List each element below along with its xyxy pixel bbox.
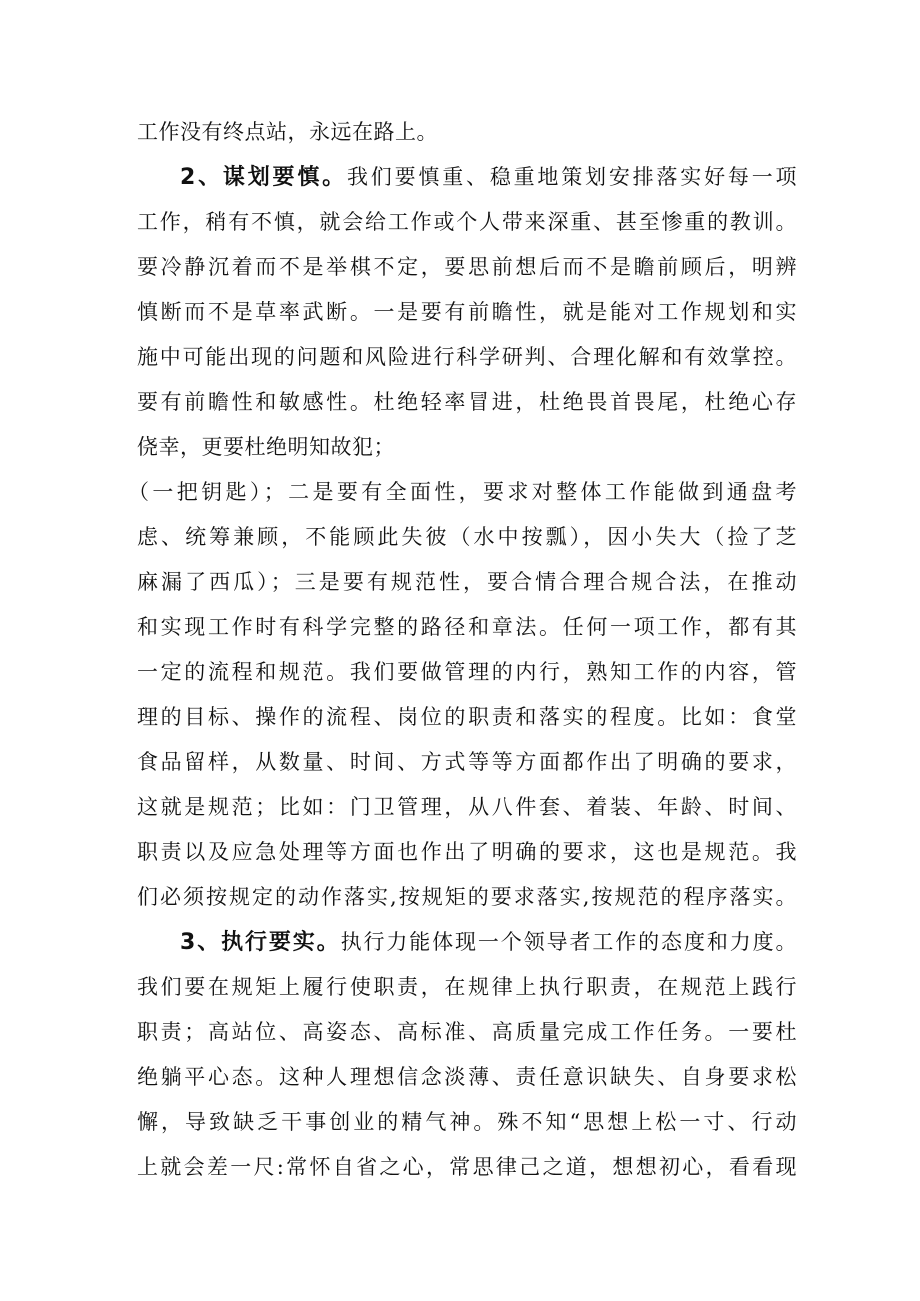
- line-text: 麻漏了西瓜）；三是要有规范性，要合情合理合规合法，在推动: [137, 570, 797, 594]
- line-text: 执行力能体现一个领导者工作的态度和力度。: [340, 930, 798, 954]
- text-line-13: [137, 652, 797, 692]
- text-line-8: [137, 427, 797, 467]
- text-line-9: [128, 472, 797, 512]
- line-text: 上就会差一尺:常怀自省之心，常思律己之道，想想初心，看看现: [137, 1155, 797, 1179]
- text-line-5: [137, 292, 797, 332]
- line-text: 们必须按规定的动作落实,按规矩的要求落实,按规范的程序落实。: [137, 885, 797, 909]
- line-text: 绝躺平心态。这种人理想信念淡薄、责任意识缺失、自身要求松: [137, 1065, 797, 1089]
- line-text: 工作，稍有不慎，就会给工作或个人带来深重、甚至惨重的教训。: [137, 210, 797, 234]
- line-text: 理的目标、操作的流程、岗位的职责和落实的程度。比如：食堂: [137, 705, 797, 729]
- text-line-4: [137, 247, 797, 287]
- text-line-20: [137, 967, 797, 1007]
- text-line-17: [137, 832, 797, 872]
- line-text: 我们要慎重、稳重地策划安排落实好每一项: [346, 165, 798, 189]
- text-line-7: [137, 382, 797, 422]
- text-line-6: [137, 337, 797, 377]
- text-line-19: [180, 922, 797, 962]
- line-text: 食品留样，从数量、时间、方式等等方面都作出了明确的要求，: [137, 750, 797, 774]
- text-line-11: [137, 562, 797, 602]
- line-text: 侥幸，更要杜绝明知故犯；: [137, 435, 395, 459]
- text-line-21: [137, 1012, 797, 1052]
- text-line-23: [137, 1102, 797, 1142]
- section-heading-2: 2、谋划要慎。: [180, 165, 347, 190]
- line-text: 施中可能出现的问题和风险进行科学研判、合理化解和有效掌控。: [137, 345, 797, 369]
- line-text: 我们要在规矩上履行使职责，在规律上执行职责，在规范上践行: [137, 975, 797, 999]
- text-line-18: [137, 877, 797, 917]
- text-line-22: [137, 1057, 797, 1097]
- text-line-15: [137, 742, 797, 782]
- line-text: 慎断而不是草率武断。一是要有前瞻性，就是能对工作规划和实: [137, 300, 797, 324]
- line-text: 一定的流程和规范。我们要做管理的内行，熟知工作的内容，管: [137, 660, 797, 684]
- line-text: 职责；高站位、高姿态、高标准、高质量完成工作任务。一要杜: [137, 1020, 797, 1044]
- text-line-10: [137, 517, 797, 557]
- text-line-16: [137, 787, 797, 827]
- line-text: 工作没有终点站，永远在路上。: [137, 120, 438, 144]
- section-heading-3: 3、执行要实。: [180, 930, 341, 955]
- text-line-1: [137, 112, 797, 152]
- line-text: 要有前瞻性和敏感性。杜绝轻率冒进，杜绝畏首畏尾，杜绝心存: [137, 390, 797, 414]
- line-text: 职责以及应急处理等方面也作出了明确的要求，这也是规范。我: [137, 840, 797, 864]
- line-text: 和实现工作时有科学完整的路径和章法。任何一项工作，都有其: [137, 615, 797, 639]
- text-line-12: [137, 607, 797, 647]
- text-line-2: [180, 157, 797, 197]
- text-line-3: [137, 202, 797, 242]
- line-text: 懈，导致缺乏干事创业的精气神。殊不知“思想上松一寸、行动: [137, 1110, 797, 1134]
- text-line-14: [137, 697, 797, 737]
- text-line-24: [137, 1147, 797, 1187]
- line-text: 要冷静沉着而不是举棋不定，要思前想后而不是瞻前顾后，明辨: [137, 255, 797, 279]
- line-text: 这就是规范；比如：门卫管理，从八件套、着装、年龄、时间、: [137, 795, 797, 819]
- line-text: （一把钥匙）；二是要有全面性，要求对整体工作能做到通盘考: [128, 480, 797, 504]
- line-text: 虑、统筹兼顾，不能顾此失彼（水中按瓢），因小失大（捡了芝: [137, 525, 797, 549]
